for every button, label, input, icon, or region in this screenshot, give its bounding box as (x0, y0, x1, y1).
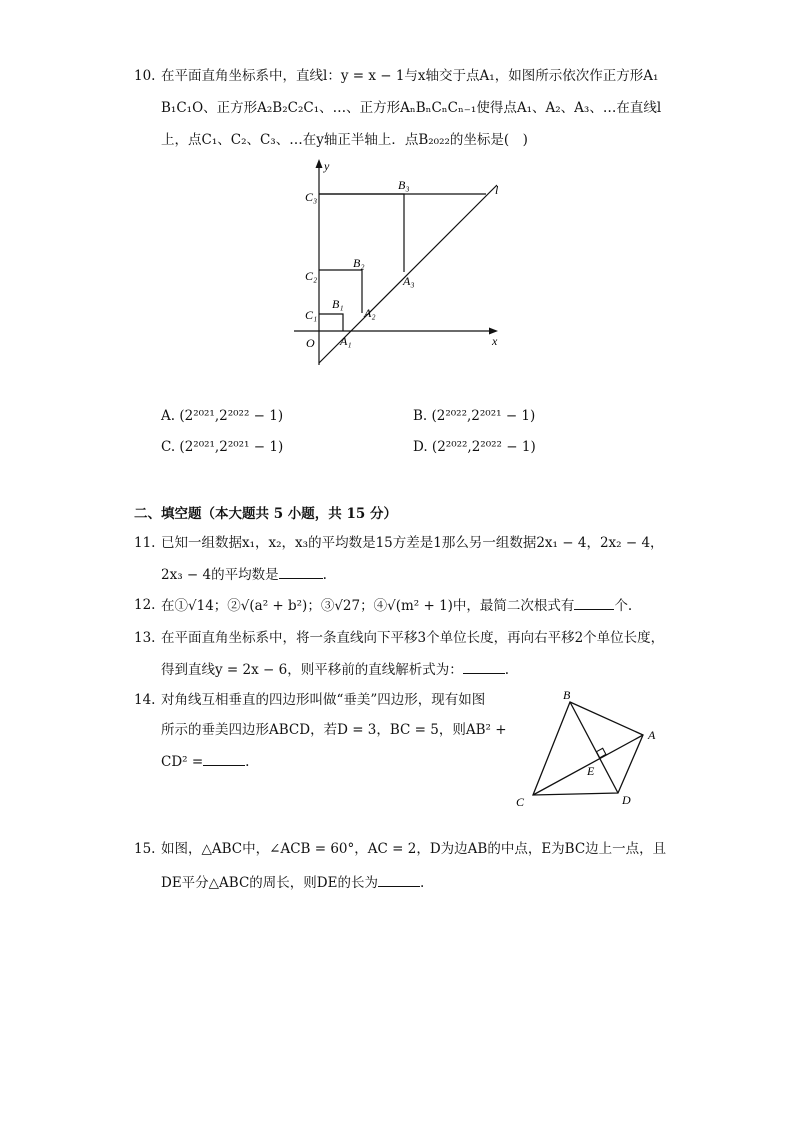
q10-number: 10. (134, 68, 156, 84)
q15-line2: DE平分△ABC的周长，则DE的长为 (161, 875, 378, 891)
label-y: y (324, 159, 330, 173)
q10-option-a[interactable]: A. (2²⁰²¹,2²⁰²² − 1) (161, 408, 284, 424)
q14-line1: 对角线互相垂直的四边形叫做“垂美”四边形，现有如图 (161, 692, 486, 708)
q15-line1: 如图，△ABC中，∠ACB = 60°，AC = 2，D为边AB的中点，E为BC边上一点，且 (161, 841, 667, 857)
q13-answer-blank[interactable] (463, 659, 505, 674)
label-b: B (563, 688, 571, 702)
q14-end: . (245, 754, 250, 770)
q11-number: 11. (134, 535, 156, 551)
q12-answer-blank[interactable] (574, 595, 614, 610)
q12-line-wrap (161, 595, 632, 616)
diagonal-bd (570, 702, 618, 793)
label-e: E (587, 764, 595, 778)
label-b2: B₂ (353, 256, 365, 270)
q12-text: 在①√14；②√(a² + b²)；③√27；④√(m² + 1)中，最简二次根式有 (161, 598, 575, 614)
label-a2: A₂ (364, 306, 376, 320)
q14-figure (508, 685, 668, 810)
label-c3: C₃ (305, 190, 318, 204)
y-axis-arrow (316, 159, 323, 168)
label-o: O (306, 336, 315, 350)
label-c: C (516, 795, 525, 809)
q11-answer-blank[interactable] (279, 564, 323, 579)
q11-line2-wrap (161, 564, 327, 585)
label-x: x (492, 334, 498, 348)
q10-option-d[interactable]: D. (2²⁰²²,2²⁰²² − 1) (413, 439, 536, 455)
label-b1: B₁ (332, 297, 344, 311)
label-l: l (495, 183, 499, 197)
q11-line1: 已知一组数据x₁，x₂，x₃的平均数是15方差是1那么另一组数据2x₁ − 4，2x₂ − 4， (161, 535, 664, 551)
q10-option-c[interactable]: C. (2²⁰²¹,2²⁰²¹ − 1) (161, 439, 284, 455)
q14-number: 14. (134, 692, 156, 708)
q14-answer-blank[interactable] (203, 751, 245, 766)
quadrilateral-abcd (533, 702, 643, 795)
q15-line2-wrap (161, 872, 424, 893)
section2-title: 二、填空题（本大题共 5 小题，共 15 分） (134, 506, 397, 522)
label-b3: B₃ (398, 178, 410, 192)
label-d: D (622, 793, 631, 807)
label-c1: C₁ (305, 308, 318, 322)
square-1 (319, 314, 343, 331)
q12-number: 12. (134, 597, 156, 613)
label-a3: A₃ (403, 274, 415, 288)
q14-line3: CD² = (161, 754, 204, 770)
q13-line1: 在平面直角坐标系中，将一条直线向下平移3个单位长度，再向右平移2个单位长度， (161, 630, 665, 646)
q13-line2-wrap (161, 659, 509, 680)
q10-line1: 在平面直角坐标系中，直线l：y = x − 1与x轴交于点A₁，如图所示依次作正方形A₁ (161, 68, 659, 84)
q13-line2: 得到直线y = 2x − 6，则平移前的直线解析式为： (161, 662, 463, 678)
q15-answer-blank[interactable] (378, 872, 420, 887)
label-a: A (648, 728, 656, 742)
q14-line2: 所示的垂美四边形ABCD，若D = 3，BC = 5，则AB² + (161, 722, 507, 738)
q10-option-b[interactable]: B. (2²⁰²²,2²⁰²¹ − 1) (413, 408, 536, 424)
label-a1: A₁ (340, 334, 352, 348)
q12-end: 个. (614, 598, 633, 614)
q10-figure (290, 155, 510, 370)
label-c2: C₂ (305, 269, 318, 283)
q10-line2: B₁C₁O、正方形A₂B₂C₂C₁、…、正方形AₙBₙCₙCₙ₋₁使得点A₁、A₂、A₃、…在直线l (161, 100, 662, 116)
q13-end: . (504, 662, 510, 678)
q15-end: . (420, 875, 425, 891)
q10-line3: 上，点C₁、C₂、C₃、…在y轴正半轴上．点B₂₀₂₂的坐标是( ) (161, 132, 528, 148)
q13-number: 13. (134, 630, 156, 646)
q14-line3-wrap (161, 751, 249, 772)
q15-number: 15. (134, 841, 156, 857)
q11-end: . (322, 567, 327, 583)
q11-line2: 2x₃ − 4的平均数是 (161, 567, 279, 583)
